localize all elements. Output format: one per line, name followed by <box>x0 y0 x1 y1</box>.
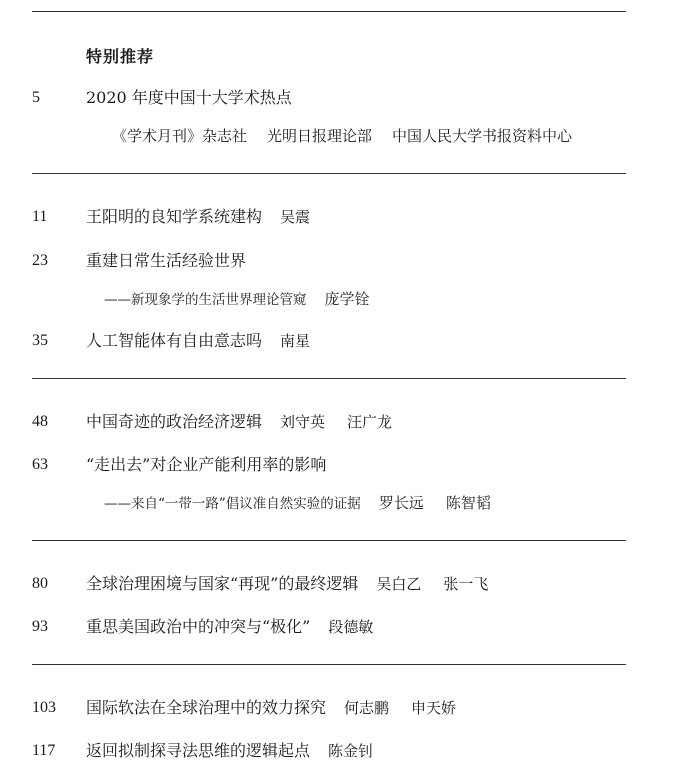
page-number: 80 <box>32 575 48 592</box>
title-line <box>86 572 488 596</box>
title-line <box>86 739 373 763</box>
authors <box>344 696 456 720</box>
author-name: 张一飞 <box>443 575 489 593</box>
article-subtitle: ——新现象学的生活世界理论管窥 <box>104 292 307 308</box>
toc-entry[interactable] <box>0 410 676 434</box>
author-name: 吴震 <box>280 208 311 226</box>
authors <box>376 572 488 596</box>
author-name: 段德敏 <box>328 618 374 636</box>
toc-entry[interactable] <box>0 329 676 353</box>
article-title: 重思美国政治中的冲突与“极化” <box>86 617 311 636</box>
article-title: 人工智能体有自由意志吗 <box>86 331 263 350</box>
article-title: 全球治理困境与国家“再现”的最终逻辑 <box>86 574 359 593</box>
subtitle-line <box>104 288 370 311</box>
toc-entry[interactable] <box>0 205 676 229</box>
authors <box>280 329 310 353</box>
section-divider <box>32 540 626 541</box>
section-divider <box>32 378 626 379</box>
article-title: 2020 年度中国十大学术热点 <box>86 88 292 107</box>
author-name: 刘守英 <box>280 413 326 431</box>
article-title: 重建日常生活经验世界 <box>86 251 247 270</box>
organization: 《学术月刊》杂志社 <box>112 127 248 145</box>
page-number: 11 <box>32 208 48 225</box>
toc-entry[interactable] <box>0 739 676 763</box>
authors <box>328 739 373 763</box>
authors <box>280 410 392 434</box>
author-name: 汪广龙 <box>347 413 393 431</box>
section-heading-special: 特别推荐 <box>86 47 155 66</box>
section-divider <box>32 11 626 12</box>
author-name: 罗长远 <box>378 494 424 512</box>
page-number: 117 <box>32 742 56 759</box>
toc-entry[interactable] <box>0 249 676 273</box>
authors <box>328 615 373 639</box>
title-line <box>86 329 310 353</box>
hotspot-organizations <box>112 124 572 148</box>
author-name: 陈金钊 <box>328 742 374 760</box>
page-number: 93 <box>32 618 48 635</box>
article-title: “走出去”对企业产能利用率的影响 <box>86 455 327 474</box>
title-line <box>86 696 456 720</box>
author-name: 吴白乙 <box>376 575 422 593</box>
article-title: 国际软法在全球治理中的效力探究 <box>86 698 327 717</box>
author-name: 申天娇 <box>411 699 457 717</box>
author-name: 庞学铨 <box>324 290 370 308</box>
section-divider <box>32 664 626 665</box>
toc-entry[interactable] <box>0 696 676 720</box>
author-name: 陈智韬 <box>445 494 491 512</box>
toc-entry-hotspots[interactable] <box>0 86 676 110</box>
page-number: 63 <box>32 456 48 473</box>
toc-entry[interactable] <box>0 615 676 639</box>
author-name: 何志鹏 <box>344 699 390 717</box>
toc-entry[interactable] <box>0 453 676 477</box>
article-title: 返回拟制探寻法思维的逻辑起点 <box>86 741 311 760</box>
organization: 中国人民大学书报资料中心 <box>392 127 573 145</box>
toc-entry[interactable] <box>0 572 676 596</box>
article-title: 中国奇迹的政治经济逻辑 <box>86 412 263 431</box>
page-number: 23 <box>32 252 48 269</box>
page-number: 48 <box>32 413 48 430</box>
article-title: 王阳明的良知学系统建构 <box>86 207 263 226</box>
authors <box>280 205 310 229</box>
title-line <box>86 615 373 639</box>
page-number: 35 <box>32 332 48 349</box>
section-divider <box>32 173 626 174</box>
title-line <box>86 410 392 434</box>
subtitle-line <box>104 492 491 515</box>
article-subtitle: ——来自“一带一路”倡议准自然实验的证据 <box>104 496 361 512</box>
authors <box>379 492 491 514</box>
page-number: 5 <box>32 89 40 106</box>
authors <box>325 288 370 310</box>
author-name: 南星 <box>280 332 311 350</box>
organization: 光明日报理论部 <box>267 127 373 145</box>
title-line <box>86 205 310 229</box>
page-number: 103 <box>32 699 56 716</box>
